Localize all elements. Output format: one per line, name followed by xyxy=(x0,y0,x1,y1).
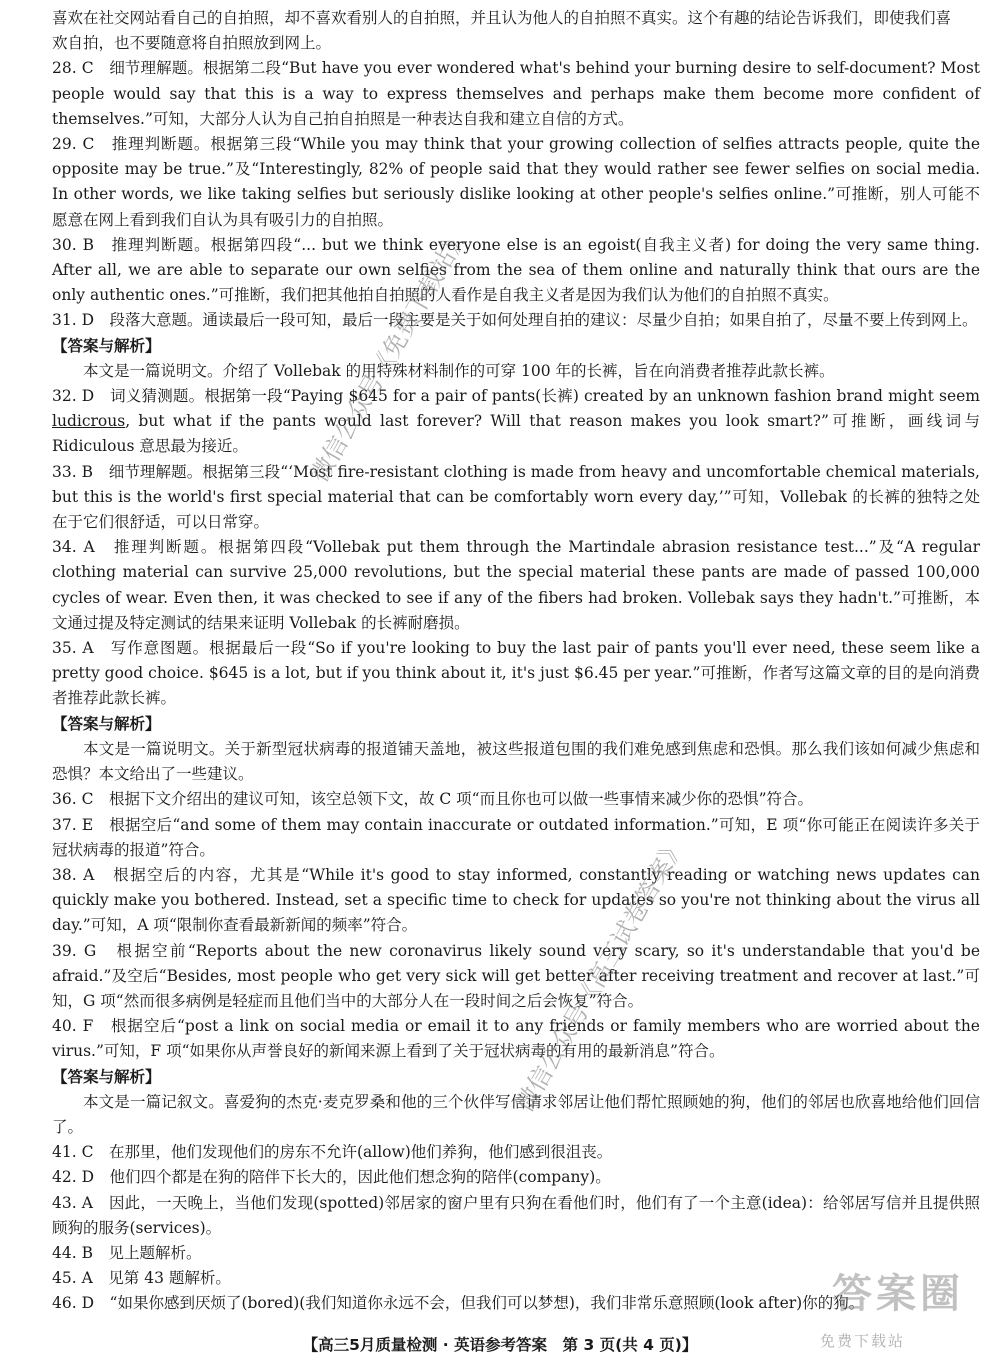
answer-explanation: 他们四个都是在狗的陪伴下长大的，因此他们想念狗的陪伴(company)。 xyxy=(109,1168,611,1187)
answer-item-43 xyxy=(52,1191,980,1241)
answer-item-31 xyxy=(52,308,980,333)
answer-explanation: 段落大意题。通读最后一段可知，最后一段主要是关于如何处理自拍的建议：尽量少自拍；如果自拍了，尽量不要上传到网上。 xyxy=(109,311,978,330)
answer-number: 36. C xyxy=(52,790,94,809)
answer-explanation: 见第 43 题解析。 xyxy=(108,1269,231,1288)
answer-explanation: 根据空后的内容，尤其是“While it's good to stay informed, constantly reading or watching news updates can quickly make you bothered. Instead, set a specific time to check for updates so you're not thinking about the virus all day.”可知，A 项“限制你查看最新新闻的频率”符合。 xyxy=(52,865,980,935)
answer-explanation-end: , but what if the pants would last forever? Will that reason makes you look smart?”可推断，画线词与 Ridiculous 意思最为接近。 xyxy=(52,412,980,456)
answer-item-36 xyxy=(52,787,980,812)
answer-page xyxy=(52,6,980,1317)
answer-number: 42. D xyxy=(52,1168,95,1187)
watermark-text: 微信公众号《高三试卷答案》 xyxy=(510,832,691,1117)
answer-explanation: 在那里，他们发现他们的房东不允许(allow)他们养狗，他们感到很沮丧。 xyxy=(108,1143,613,1162)
answer-number: 35. A xyxy=(52,639,94,658)
answer-item-41 xyxy=(52,1140,980,1165)
answer-explanation: 细节理解题。根据第二段“But have you ever wondered what's behind your burning desire to self-document? Most people would say that this is a way to express themselves and perhaps make them become more confident of themselves.”可知，大部分人认为自己拍自拍照是一种表达自我和建立自信的方式。 xyxy=(52,59,980,128)
answer-item-33 xyxy=(52,460,980,536)
answer-item-37 xyxy=(52,813,980,863)
passage-summary: 本文是一篇说明文。关于新型冠状病毒的报道铺天盖地，被这些报道包围的我们难免感到焦虑和恐惧。那么我们该如何减少焦虑和恐惧？本文给出了一些建议。 xyxy=(52,739,980,784)
answer-number: 41. C xyxy=(52,1143,94,1162)
section-heading: 【答案与解析】 xyxy=(52,714,161,733)
answer-number: 44. B xyxy=(52,1243,93,1262)
answer-number: 45. A xyxy=(52,1269,93,1288)
underlined-word: ludicrous xyxy=(52,412,126,431)
answer-item-29 xyxy=(52,132,980,233)
answer-number: 37. E xyxy=(52,815,94,834)
answer-item-38 xyxy=(52,863,980,939)
answer-number: 29. C xyxy=(52,135,95,154)
answer-item-34 xyxy=(52,535,980,636)
answer-explanation: 推理判断题。根据第四段“Vollebak put them through the Martindale abrasion resistance test...”及“A regular clothing material can survive 25,000 revolutions, but the special material these pants are made of passed 100,000 cycles of wear. Even then, it was checked to see if any of the fibers had broken. Vollebak says they hadn't.”可推断，本文通过提及特定测试的结果来证明 Vollebak 的长裤耐磨损。 xyxy=(52,538,980,632)
answer-explanation: 根据空后“and some of them may contain inaccurate or outdated information.”可知，E 项“你可能正在阅读许多关于冠状病毒的报道”符合。 xyxy=(52,815,980,859)
intro-line-2: 欢自拍，也不要随意将自拍照放到网上。 xyxy=(52,34,332,53)
answer-explanation: “如果你感到厌烦了(bored)(我们知道你永远不会，但我们可以梦想)，我们非常乐意照顾(look after)你的狗。 xyxy=(109,1294,865,1313)
answer-number: 40. F xyxy=(52,1017,94,1036)
answer-explanation: 细节理解题。根据第三段“‘Most fire-resistant clothing is made from heavy and uncomfortable chemical materials, but this is the world's first special material that can be comfortably worn every day,’”可知，Vollebak 的长裤的独特之处在于它们很舒适，可以日常穿。 xyxy=(52,462,980,532)
answer-number: 46. D xyxy=(52,1294,95,1313)
passage-summary: 本文是一篇记叙文。喜爱狗的杰克·麦克罗桑和他的三个伙伴写信请求邻居让他们帮忙照顾她的狗，他们的邻居也欣喜地给他们回信了。 xyxy=(52,1092,980,1136)
answer-explanation: 推理判断题。根据第三段“While you may think that your growing collection of selfies attracts people, quite the opposite may be true.”及“Interestingly, 82% of people said that they would rather see fewer selfies on social media. In other words, we like taking selfies but seriously dislike looking at other people's selfies online.”可推断，别人可能不愿意在网上看到我们自认为具有吸引力的自拍照。 xyxy=(52,135,980,229)
answer-explanation: 因此，一天晚上，当他们发现(spotted)邻居家的窗户里有只狗在看他们时，他们有了一个主意(idea)：给邻居写信并且提供照顾狗的服务(services)。 xyxy=(52,1193,980,1237)
answer-explanation: 根据空后“post a link on social media or email it to any friends or family members who are worried about the virus.”可知，F 项“如果你从声誉良好的新闻来源上看到了关于冠状病毒的有用的最新消息”符合。 xyxy=(52,1017,980,1061)
answer-number: 38. A xyxy=(52,865,95,884)
answer-explanation: 根据空前“Reports about the new coronavirus likely sound very scary, so it's understandable that you'd be afraid.”及空后“Besides, most people who get very sick will get better after receiving treatment and recover at last.”可知，G 项“然而很多病例是轻症而且他们当中的大部分人在一段时间之后会恢复”符合。 xyxy=(52,941,980,1010)
page-footer: 【高三5月质量检测 · 英语参考答案 第 3 页(共 4 页)】 xyxy=(302,1336,698,1354)
section-heading: 【答案与解析】 xyxy=(52,336,161,355)
answer-number: 34. A xyxy=(52,538,95,557)
answer-item-30 xyxy=(52,233,980,309)
answer-explanation: 推理判断题。根据第四段“... but we think everyone else is an egoist(自我主义者) for doing the very same thing. After all, we are able to separate our own selfies from the sea of them online and naturally think that ours are the only authentic ones.”可推断，我们把其他拍自拍照的人看作是自我主义者是因为我们认为他们的自拍照不真实。 xyxy=(52,235,980,305)
answer-explanation-start: 词义猜测题。根据第一段“Paying $645 for a pair of pants(长裤) created by an unknown fashion brand might seem xyxy=(110,387,980,406)
answer-item-35 xyxy=(52,636,980,712)
answer-number: 39. G xyxy=(52,941,97,960)
logo-subtitle: 免费下载站 xyxy=(820,1332,906,1350)
watermark-text: 微信公众号《免费下载站》 xyxy=(305,223,474,487)
passage-summary: 本文是一篇说明文。介绍了 Vollebak 的用特殊材料制作的可穿 100 年的长裤，旨在向消费者推荐此款长裤。 xyxy=(83,361,835,380)
answer-number: 31. D xyxy=(52,311,95,330)
answer-item-42 xyxy=(52,1165,980,1190)
logo-title: 答案圈 xyxy=(832,1271,964,1317)
answer-item-32 xyxy=(52,384,980,460)
answer-item-40 xyxy=(52,1014,980,1064)
answer-item-39 xyxy=(52,939,980,1015)
answer-explanation: 写作意图题。根据最后一段“So if you're looking to buy the last pair of pants you'll ever need, these seem like a pretty good choice. $645 is a lot, but if you think about it, it's just $6.45 per year.”可推断，作者写这篇文章的目的是向消费者推荐此款长裤。 xyxy=(52,639,980,708)
answer-number: 32. D xyxy=(52,387,95,406)
answer-explanation: 见上题解析。 xyxy=(108,1243,202,1262)
answer-item-28 xyxy=(52,56,980,132)
answer-number: 30. B xyxy=(52,235,94,254)
intro-line-1: 喜欢在社交网站看自己的自拍照，却不喜欢看别人的自拍照，并且认为他人的自拍照不真实。这个有趣的结论告诉我们，即使我们喜 xyxy=(52,9,952,27)
answer-number: 28. C xyxy=(52,59,94,78)
answer-number: 43. A xyxy=(52,1193,93,1212)
answer-number: 33. B xyxy=(52,462,94,481)
answer-explanation: 根据下文介绍出的建议可知，该空总领下文，故 C 项“而且你也可以做一些事情来减少你的恐惧”符合。 xyxy=(108,790,814,809)
section-heading: 【答案与解析】 xyxy=(52,1067,161,1086)
